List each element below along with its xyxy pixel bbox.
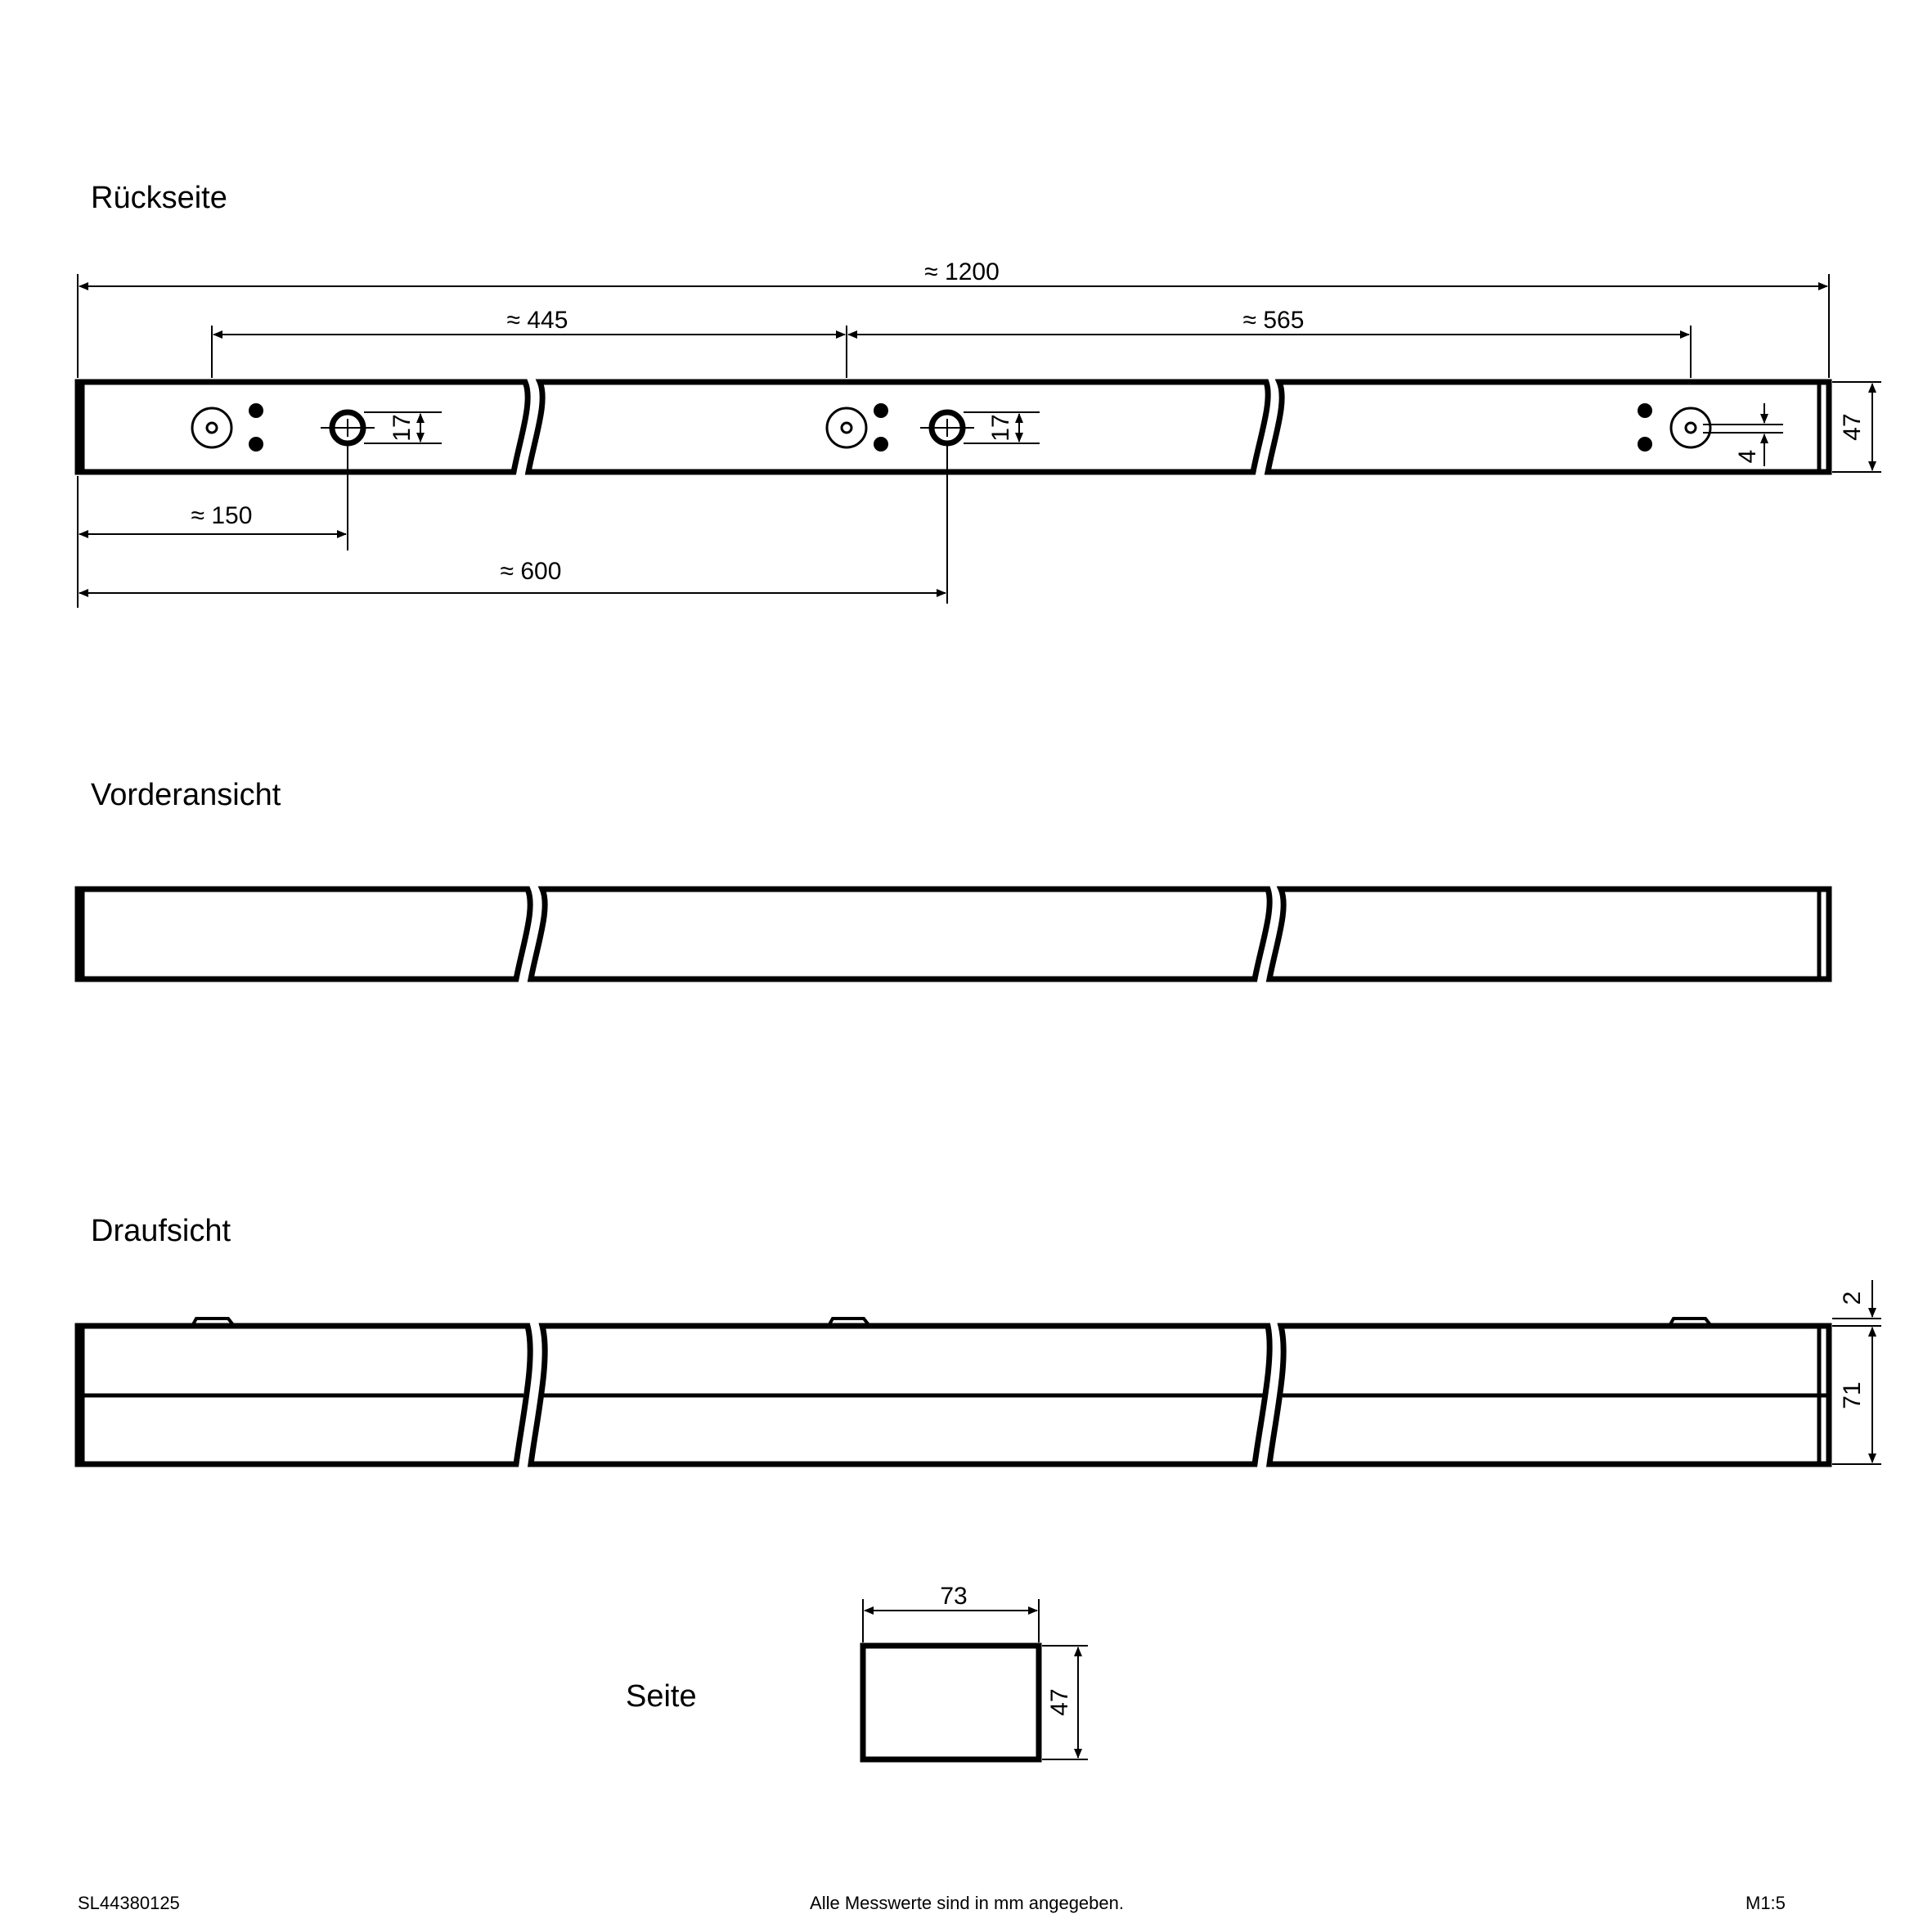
side-view-outline — [863, 1646, 1039, 1759]
dimension-span-a-label: ≈ 445 — [506, 307, 568, 334]
dimension-span-b-label: ≈ 565 — [1242, 307, 1305, 334]
dimension-back-height-label: 47 — [1839, 413, 1866, 441]
footer-scale: M1:5 — [1746, 1893, 1786, 1913]
top-view-outline — [78, 1326, 1829, 1464]
dimension-top-depth-label: 71 — [1839, 1382, 1866, 1409]
mounting-hole-middle — [920, 412, 974, 443]
dimension-total-length-label: ≈ 1200 — [924, 258, 1000, 285]
mounting-point-middle — [827, 403, 888, 452]
view-title-back: Rückseite — [91, 181, 227, 215]
footer-units-note: Alle Messwerte sind in mm angegeben. — [810, 1893, 1124, 1913]
front-view-outline — [78, 889, 1829, 979]
dimension-side-height-label: 47 — [1046, 1688, 1073, 1716]
view-title-front: Vorderansicht — [91, 778, 281, 812]
mounting-hole-left — [321, 412, 375, 443]
footer-article-number: SL44380125 — [78, 1893, 180, 1913]
dimension-hole-height-middle-label: 17 — [987, 414, 1014, 442]
dimension-hole-offset-label: ≈ 150 — [191, 502, 253, 529]
dimension-small-offset-label: 4 — [1734, 449, 1761, 464]
view-title-top: Draufsicht — [91, 1214, 231, 1248]
dimension-side-width-label: 73 — [940, 1583, 968, 1610]
mounting-point-left — [192, 403, 263, 452]
mounting-point-right — [1638, 403, 1710, 452]
dimension-hole-height-left-label: 17 — [389, 414, 416, 442]
dimension-top-clip-label: 2 — [1839, 1291, 1866, 1305]
dimension-total-length — [78, 274, 1829, 378]
view-title-side: Seite — [626, 1679, 697, 1714]
dimension-center-offset-label: ≈ 600 — [500, 558, 562, 585]
